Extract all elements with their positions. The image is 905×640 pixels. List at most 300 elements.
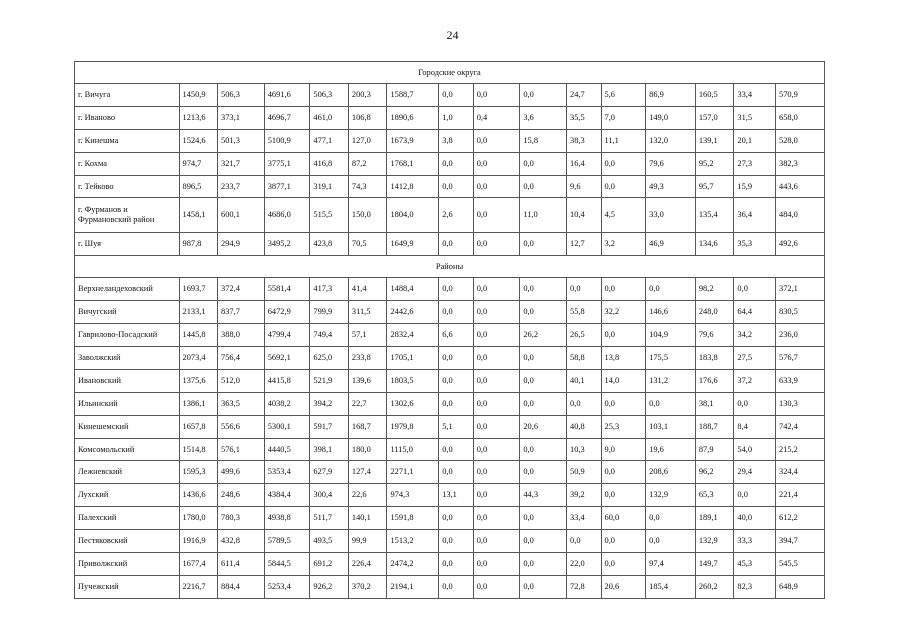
table-cell: 0,0: [520, 392, 567, 415]
table-cell: 134,6: [695, 233, 734, 256]
table-cell: 60,0: [601, 507, 646, 530]
table-cell: 13,1: [439, 484, 473, 507]
table-cell: 14,0: [601, 369, 646, 392]
table-cell: 24,7: [567, 84, 601, 107]
table-cell: 492,6: [776, 233, 825, 256]
table-cell: 1514,8: [179, 438, 218, 461]
table-cell: 830,5: [776, 301, 825, 324]
table-cell: 2194,1: [387, 575, 439, 598]
table-cell: 512,0: [218, 369, 265, 392]
table-cell: 0,0: [601, 530, 646, 553]
table-cell: 5253,4: [264, 575, 310, 598]
table-cell: 135,4: [695, 198, 734, 233]
table-cell: 1803,5: [387, 369, 439, 392]
table-cell: 46,9: [646, 233, 696, 256]
table-row: [75, 392, 825, 415]
table-row: [75, 438, 825, 461]
table-cell: 55,8: [567, 301, 601, 324]
table-cell: 19,6: [646, 438, 696, 461]
table-cell: 1513,2: [387, 530, 439, 553]
table-cell: 8,4: [734, 415, 776, 438]
table-cell: 423,8: [310, 233, 349, 256]
table-cell: 0,0: [473, 129, 520, 152]
table-cell: 208,6: [646, 461, 696, 484]
table-cell: 499,6: [218, 461, 265, 484]
table-cell: 0,0: [439, 233, 473, 256]
table-cell: 103,1: [646, 415, 696, 438]
table-cell: 0,0: [473, 484, 520, 507]
table-cell: 5,1: [439, 415, 473, 438]
table-cell: 515,5: [310, 198, 349, 233]
page-number: 24: [446, 28, 459, 42]
table-cell: 2073,4: [179, 347, 218, 370]
row-name: Верхнеландеховский: [75, 278, 180, 301]
table-cell: 311,5: [348, 301, 387, 324]
table-cell: 260,2: [695, 575, 734, 598]
table-cell: 132,0: [646, 129, 696, 152]
table-cell: 0,0: [601, 553, 646, 576]
table-cell: 1780,0: [179, 507, 218, 530]
table-cell: 0,0: [439, 369, 473, 392]
table-cell: 0,0: [567, 530, 601, 553]
table-cell: 0,0: [520, 438, 567, 461]
table-cell: 87,2: [348, 152, 387, 175]
table-cell: 0,0: [473, 175, 520, 198]
table-cell: 0,0: [439, 553, 473, 576]
row-name: Заволжский: [75, 347, 180, 370]
table-cell: 799,9: [310, 301, 349, 324]
table-cell: 1524,6: [179, 129, 218, 152]
table-cell: 1488,4: [387, 278, 439, 301]
table-cell: 0,0: [734, 278, 776, 301]
table-cell: 99,9: [348, 530, 387, 553]
table-cell: 15,8: [520, 129, 567, 152]
table-cell: 215,2: [776, 438, 825, 461]
table-cell: 1386,1: [179, 392, 218, 415]
table-cell: 1804,0: [387, 198, 439, 233]
table-cell: 382,3: [776, 152, 825, 175]
table-cell: 25,3: [601, 415, 646, 438]
table-cell: 140,1: [348, 507, 387, 530]
table-cell: 130,3: [776, 392, 825, 415]
table-cell: 1649,9: [387, 233, 439, 256]
table-cell: 79,6: [646, 152, 696, 175]
table-cell: 95,7: [695, 175, 734, 198]
table-cell: 49,3: [646, 175, 696, 198]
statistics-table: [74, 61, 825, 599]
table-cell: 1693,7: [179, 278, 218, 301]
table-cell: 183,8: [695, 347, 734, 370]
row-name: Лежневский: [75, 461, 180, 484]
table-cell: 27,5: [734, 347, 776, 370]
table-cell: 146,6: [646, 301, 696, 324]
table-cell: 0,0: [646, 392, 696, 415]
table-cell: 0,0: [439, 575, 473, 598]
table-cell: 416,8: [310, 152, 349, 175]
table-cell: 86,9: [646, 84, 696, 107]
table-cell: 1705,1: [387, 347, 439, 370]
table-cell: 74,3: [348, 175, 387, 198]
table-row: [75, 484, 825, 507]
table-cell: 691,2: [310, 553, 349, 576]
table-cell: 633,9: [776, 369, 825, 392]
table-cell: 1302,6: [387, 392, 439, 415]
table-cell: 1375,6: [179, 369, 218, 392]
table-row: [75, 301, 825, 324]
table-cell: 1412,8: [387, 175, 439, 198]
table-cell: 0,0: [439, 392, 473, 415]
table-cell: 974,3: [387, 484, 439, 507]
row-name: Палехский: [75, 507, 180, 530]
table-cell: 37,2: [734, 369, 776, 392]
table-row: [75, 369, 825, 392]
table-cell: 363,5: [218, 392, 265, 415]
table-cell: 0,0: [473, 152, 520, 175]
table-cell: 625,0: [310, 347, 349, 370]
table-cell: 4799,4: [264, 324, 310, 347]
table-cell: 0,0: [734, 392, 776, 415]
table-cell: 0,0: [601, 461, 646, 484]
row-name: г. Кохма: [75, 152, 180, 175]
row-name: Гаврилово-Посадский: [75, 324, 180, 347]
table-cell: 9,0: [601, 438, 646, 461]
table-cell: 373,1: [218, 106, 265, 129]
table-cell: 372,1: [776, 278, 825, 301]
table-cell: 0,0: [601, 152, 646, 175]
table-row: [75, 198, 825, 233]
table-cell: 82,3: [734, 575, 776, 598]
table-cell: 0,0: [473, 347, 520, 370]
table-cell: 5353,4: [264, 461, 310, 484]
table-cell: 22,6: [348, 484, 387, 507]
table-cell: 131,2: [646, 369, 696, 392]
table-cell: 658,0: [776, 106, 825, 129]
table-cell: 29,4: [734, 461, 776, 484]
table-cell: 160,5: [695, 84, 734, 107]
table-cell: 13,8: [601, 347, 646, 370]
table-cell: 0,4: [473, 106, 520, 129]
table-cell: 96,2: [695, 461, 734, 484]
table-row: [75, 530, 825, 553]
table-cell: 27,3: [734, 152, 776, 175]
table-row: [75, 233, 825, 256]
row-name: Ивановский: [75, 369, 180, 392]
table-cell: 226,4: [348, 553, 387, 576]
table-cell: 31,5: [734, 106, 776, 129]
table-cell: 36,4: [734, 198, 776, 233]
table-cell: 417,3: [310, 278, 349, 301]
table-cell: 3495,2: [264, 233, 310, 256]
table-cell: 15,9: [734, 175, 776, 198]
table-row: [75, 415, 825, 438]
table-cell: 0,0: [439, 175, 473, 198]
table-cell: 40,0: [734, 507, 776, 530]
table-cell: 612,2: [776, 507, 825, 530]
table-cell: 1588,7: [387, 84, 439, 107]
table-cell: 511,7: [310, 507, 349, 530]
table-cell: 0,0: [473, 278, 520, 301]
table-cell: 5100,9: [264, 129, 310, 152]
table-cell: 38,3: [567, 129, 601, 152]
table-cell: 132,9: [646, 484, 696, 507]
section-header: [75, 62, 825, 84]
table-cell: 432,8: [218, 530, 265, 553]
row-name: г. Тейково: [75, 175, 180, 198]
table-cell: 72,8: [567, 575, 601, 598]
table-cell: 168,7: [348, 415, 387, 438]
table-cell: 188,7: [695, 415, 734, 438]
table-cell: 2,6: [439, 198, 473, 233]
table-cell: 1673,9: [387, 129, 439, 152]
table-cell: 0,0: [520, 175, 567, 198]
table-cell: 1,0: [439, 106, 473, 129]
table-cell: 0,0: [473, 461, 520, 484]
table-row: [75, 324, 825, 347]
table-cell: 0,0: [567, 278, 601, 301]
table-cell: 50,9: [567, 461, 601, 484]
table-cell: 6,6: [439, 324, 473, 347]
table-cell: 1115,0: [387, 438, 439, 461]
table-cell: 5789,5: [264, 530, 310, 553]
table-cell: 33,4: [734, 84, 776, 107]
table-cell: 0,0: [520, 507, 567, 530]
table-cell: 0,0: [520, 233, 567, 256]
row-name: Ильинский: [75, 392, 180, 415]
table-cell: 12,7: [567, 233, 601, 256]
table-cell: 1657,8: [179, 415, 218, 438]
row-name: Комсомольский: [75, 438, 180, 461]
table-cell: 0,0: [473, 369, 520, 392]
table-cell: 10,3: [567, 438, 601, 461]
table-cell: 0,0: [473, 301, 520, 324]
table-cell: 0,0: [473, 438, 520, 461]
table-cell: 175,5: [646, 347, 696, 370]
table-cell: 4384,4: [264, 484, 310, 507]
table-cell: 20,6: [520, 415, 567, 438]
row-name: г. Кинешма: [75, 129, 180, 152]
table-cell: 20,1: [734, 129, 776, 152]
table-cell: 149,7: [695, 553, 734, 576]
table-cell: 926,2: [310, 575, 349, 598]
table-cell: 5581,4: [264, 278, 310, 301]
table-cell: 95,2: [695, 152, 734, 175]
table-cell: 545,5: [776, 553, 825, 576]
table-cell: 39,2: [567, 484, 601, 507]
table-cell: 6472,9: [264, 301, 310, 324]
table-cell: 189,1: [695, 507, 734, 530]
table-cell: 611,4: [218, 553, 265, 576]
table-cell: 780,3: [218, 507, 265, 530]
table-cell: 0,0: [520, 278, 567, 301]
table-cell: 0,0: [734, 484, 776, 507]
table-cell: 180,0: [348, 438, 387, 461]
table-cell: 22,7: [348, 392, 387, 415]
table-cell: 1458,1: [179, 198, 218, 233]
table-cell: 1890,6: [387, 106, 439, 129]
table-cell: 3,2: [601, 233, 646, 256]
table-cell: 106,8: [348, 106, 387, 129]
row-name: г. Фурманов и Фурмановский район: [75, 198, 180, 233]
table-cell: 4440,5: [264, 438, 310, 461]
table-cell: 87,9: [695, 438, 734, 461]
table-cell: 236,0: [776, 324, 825, 347]
table-cell: 372,4: [218, 278, 265, 301]
row-name: Приволжский: [75, 553, 180, 576]
table-cell: 11,0: [520, 198, 567, 233]
table-cell: 0,0: [520, 553, 567, 576]
table-cell: 35,5: [567, 106, 601, 129]
table-cell: 57,1: [348, 324, 387, 347]
table-cell: 127,4: [348, 461, 387, 484]
table-cell: 521,9: [310, 369, 349, 392]
table-cell: 0,0: [473, 553, 520, 576]
table-cell: 4938,8: [264, 507, 310, 530]
table-cell: 528,0: [776, 129, 825, 152]
table-cell: 477,1: [310, 129, 349, 152]
table-cell: 40,1: [567, 369, 601, 392]
table-cell: 149,0: [646, 106, 696, 129]
table-cell: 2474,2: [387, 553, 439, 576]
table-cell: 576,1: [218, 438, 265, 461]
table-cell: 0,0: [439, 438, 473, 461]
table-cell: 0,0: [601, 392, 646, 415]
table-cell: 176,6: [695, 369, 734, 392]
table-cell: 294,9: [218, 233, 265, 256]
table-cell: 26,2: [520, 324, 567, 347]
table-cell: 648,9: [776, 575, 825, 598]
table-cell: 97,4: [646, 553, 696, 576]
table-cell: 3,6: [520, 106, 567, 129]
table-cell: 70,5: [348, 233, 387, 256]
table-cell: 896,5: [179, 175, 218, 198]
table-cell: 40,8: [567, 415, 601, 438]
table-cell: 20,6: [601, 575, 646, 598]
table-cell: 0,0: [473, 233, 520, 256]
row-name: г. Шуя: [75, 233, 180, 256]
table-cell: 5844,5: [264, 553, 310, 576]
table-cell: 0,0: [520, 301, 567, 324]
table-cell: 1445,8: [179, 324, 218, 347]
table-cell: 398,1: [310, 438, 349, 461]
table-cell: 5692,1: [264, 347, 310, 370]
table-cell: 58,8: [567, 347, 601, 370]
table-cell: 1595,3: [179, 461, 218, 484]
table-cell: 1916,9: [179, 530, 218, 553]
table-cell: 139,1: [695, 129, 734, 152]
table-cell: 0,0: [601, 175, 646, 198]
table-cell: 0,0: [601, 484, 646, 507]
table-cell: 0,0: [439, 84, 473, 107]
table-row: [75, 461, 825, 484]
table-cell: 0,0: [520, 461, 567, 484]
table-row: [75, 553, 825, 576]
table-cell: 45,3: [734, 553, 776, 576]
table-cell: 10,4: [567, 198, 601, 233]
table-cell: 157,0: [695, 106, 734, 129]
table-cell: 0,0: [439, 347, 473, 370]
table-cell: 837,7: [218, 301, 265, 324]
row-name: г. Иваново: [75, 106, 180, 129]
table-cell: 576,7: [776, 347, 825, 370]
table-cell: 506,3: [310, 84, 349, 107]
table-cell: 300,4: [310, 484, 349, 507]
table-row: [75, 152, 825, 175]
table-cell: 742,4: [776, 415, 825, 438]
table-row: [75, 347, 825, 370]
table-cell: 0,0: [473, 530, 520, 553]
table-cell: 974,7: [179, 152, 218, 175]
table-cell: 11,1: [601, 129, 646, 152]
table-row: [75, 84, 825, 107]
row-name: Пестяковский: [75, 530, 180, 553]
table-cell: 749,4: [310, 324, 349, 347]
table-cell: 0,0: [473, 415, 520, 438]
table-cell: 0,0: [473, 575, 520, 598]
table-cell: 32,2: [601, 301, 646, 324]
table-cell: 394,2: [310, 392, 349, 415]
table-cell: 0,0: [520, 84, 567, 107]
table-cell: 0,0: [567, 392, 601, 415]
table-cell: 0,0: [439, 507, 473, 530]
table-cell: 4686,0: [264, 198, 310, 233]
row-name: Кинешемский: [75, 415, 180, 438]
table-cell: 319,1: [310, 175, 349, 198]
table-row: [75, 129, 825, 152]
table-cell: 5300,1: [264, 415, 310, 438]
table-cell: 591,7: [310, 415, 349, 438]
table-cell: 1768,1: [387, 152, 439, 175]
table-cell: 54,0: [734, 438, 776, 461]
table-cell: 388,0: [218, 324, 265, 347]
table-cell: 26,5: [567, 324, 601, 347]
row-name: Пучежский: [75, 575, 180, 598]
table-cell: 4038,2: [264, 392, 310, 415]
table-cell: 0,0: [473, 84, 520, 107]
table-cell: 65,3: [695, 484, 734, 507]
table-cell: 556,6: [218, 415, 265, 438]
table-cell: 127,0: [348, 129, 387, 152]
table-cell: 0,0: [520, 347, 567, 370]
table-cell: 79,6: [695, 324, 734, 347]
table-cell: 600,1: [218, 198, 265, 233]
table-cell: 33,0: [646, 198, 696, 233]
table-cell: 0,0: [439, 278, 473, 301]
table-cell: 321,7: [218, 152, 265, 175]
table-cell: 5,6: [601, 84, 646, 107]
table-cell: 132,9: [695, 530, 734, 553]
table-cell: 233,8: [348, 347, 387, 370]
table-cell: 221,4: [776, 484, 825, 507]
table-cell: 0,0: [520, 369, 567, 392]
table-cell: 0,0: [601, 324, 646, 347]
table-cell: 1450,9: [179, 84, 218, 107]
row-name: Вичугский: [75, 301, 180, 324]
table-cell: 185,4: [646, 575, 696, 598]
table-cell: 150,0: [348, 198, 387, 233]
table-cell: 139,6: [348, 369, 387, 392]
row-name: г. Вичуга: [75, 84, 180, 107]
table-cell: 501,3: [218, 129, 265, 152]
table-row: [75, 575, 825, 598]
table-cell: 4415,8: [264, 369, 310, 392]
table-cell: 0,0: [646, 530, 696, 553]
table-row: [75, 175, 825, 198]
table-cell: 16,4: [567, 152, 601, 175]
table-cell: 22,0: [567, 553, 601, 576]
table-row: [75, 106, 825, 129]
section-title: Районы: [75, 256, 825, 278]
table-cell: 200,3: [348, 84, 387, 107]
